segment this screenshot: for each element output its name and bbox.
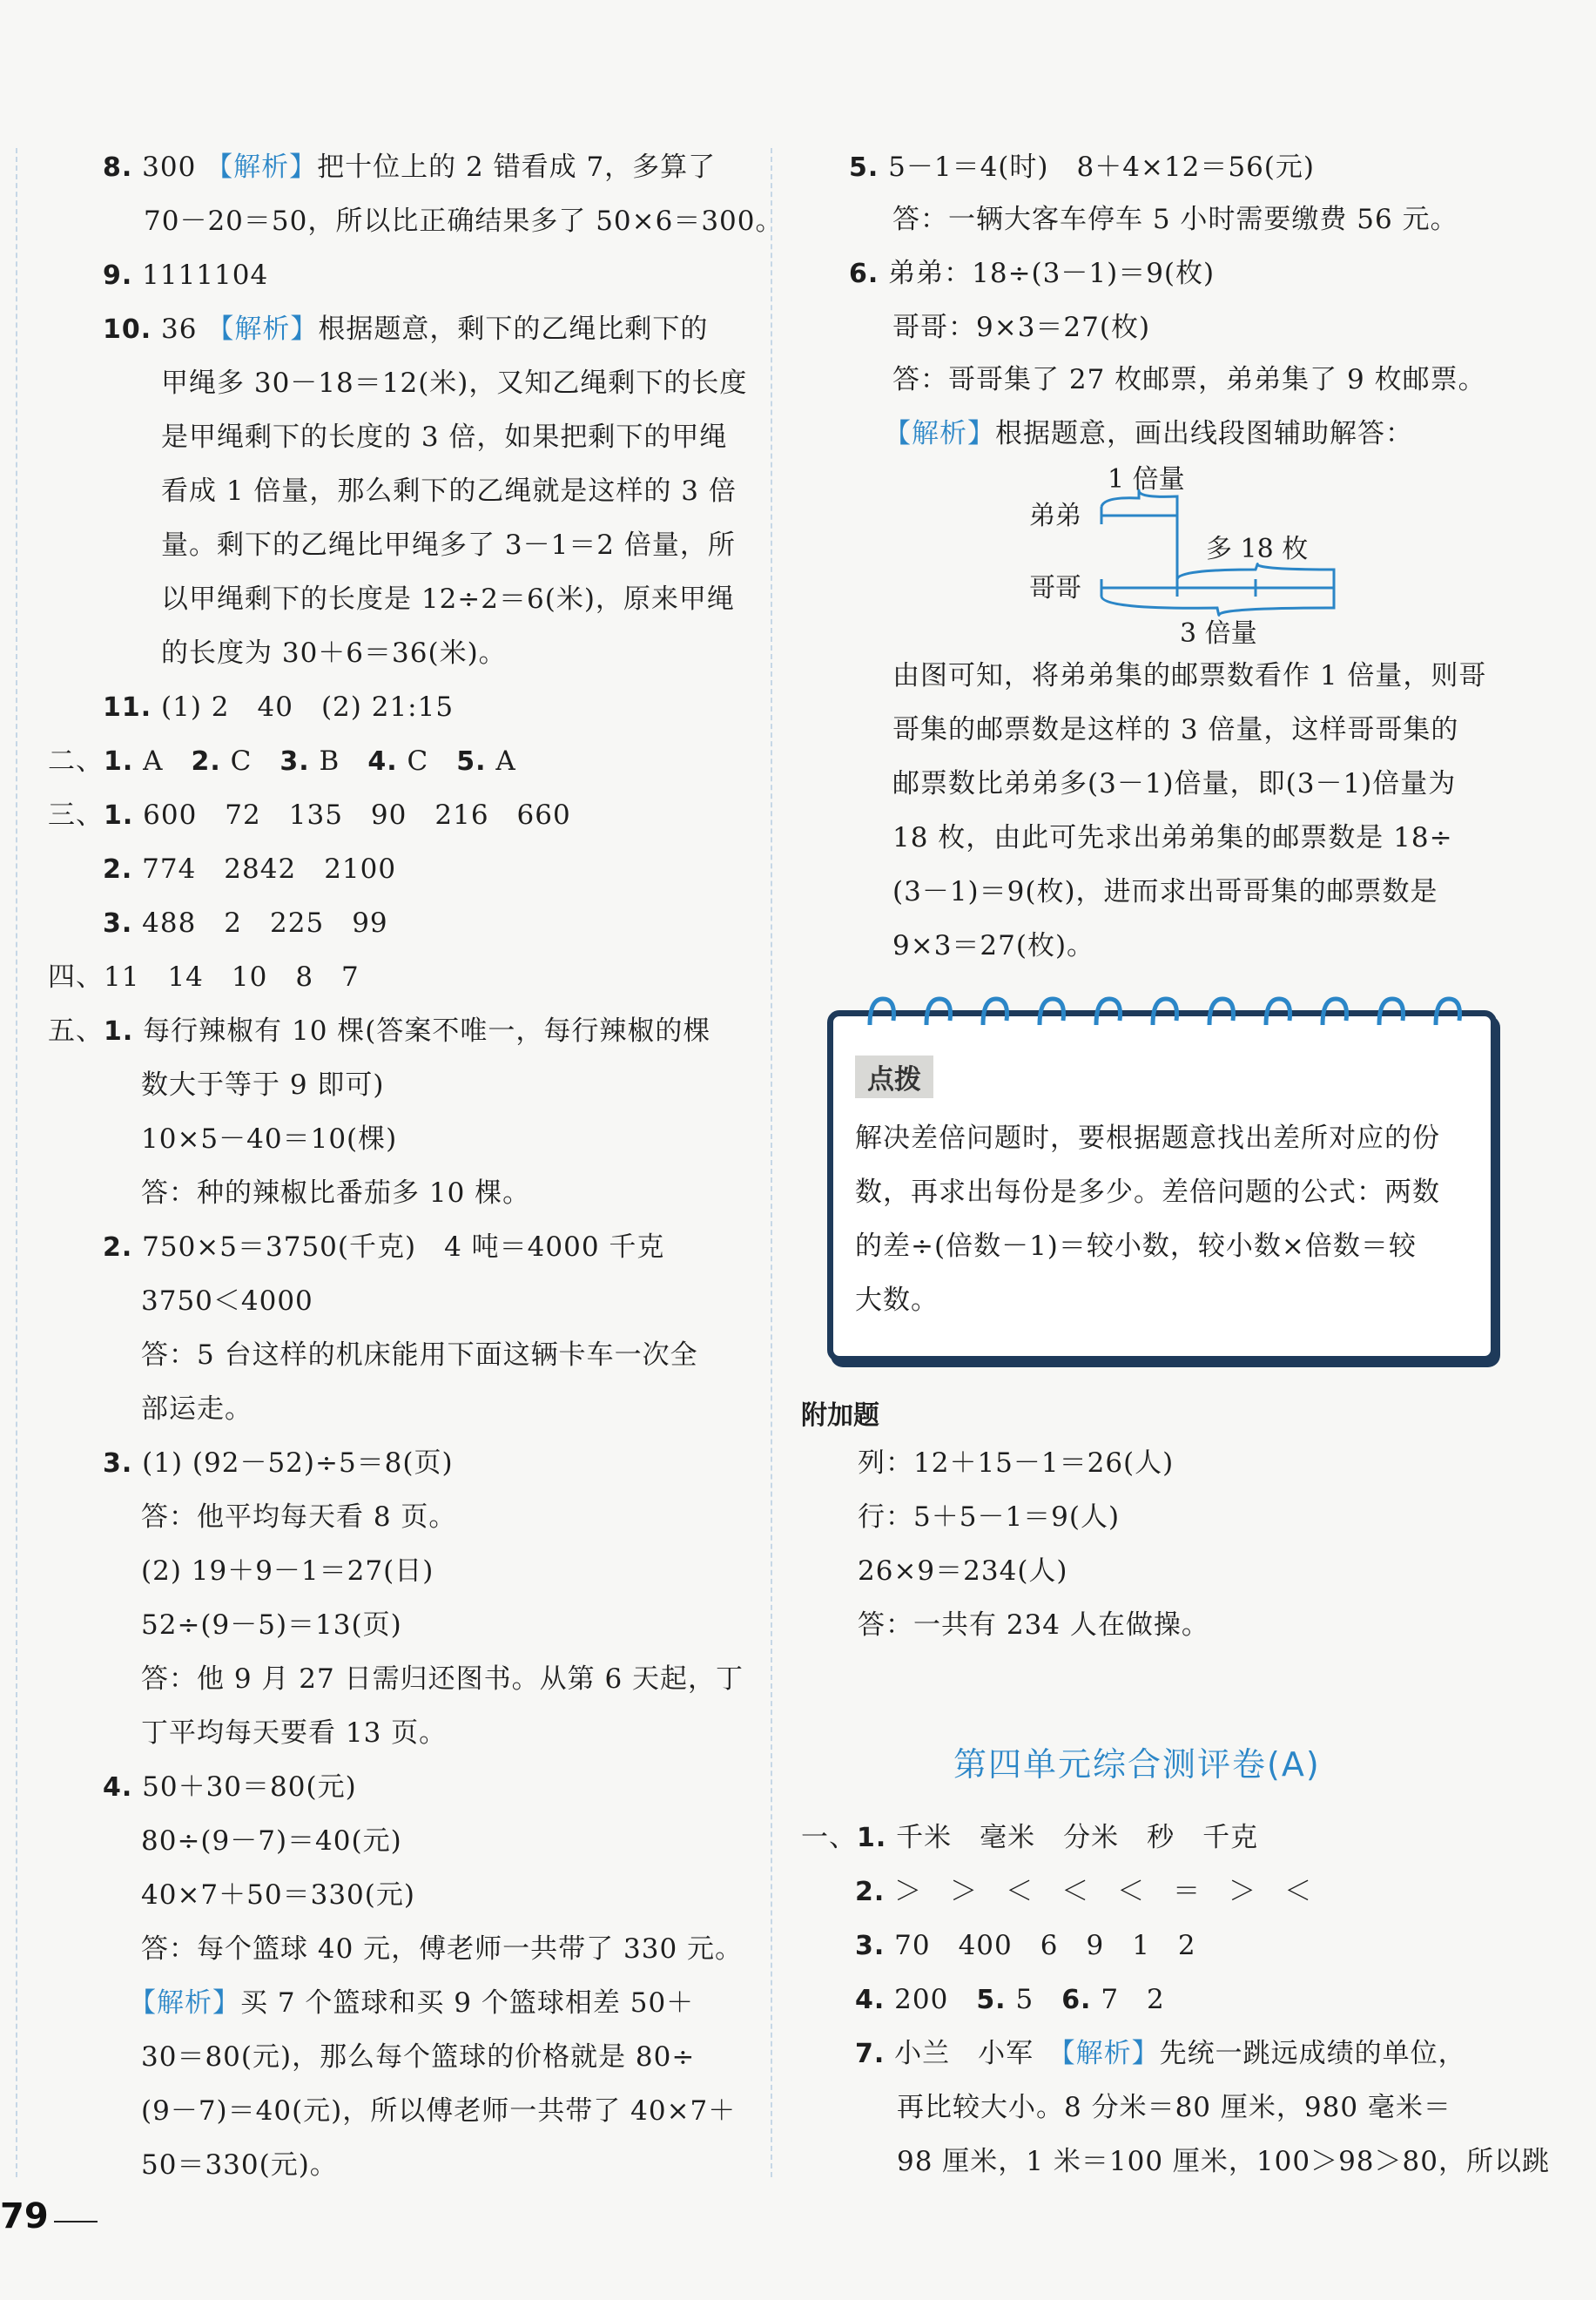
- text-line: 18 枚，由此可先求出弟弟集的邮票数是 18÷: [892, 822, 1453, 853]
- analysis-tag: 【解析】: [884, 418, 995, 449]
- text-line: 70－20＝50，所以比正确结果多了 50×6＝300。: [144, 206, 784, 237]
- text-line: 答：每个篮球 40 元，傅老师一共带了 330 元。: [141, 1933, 744, 1965]
- label-gege: 哥哥: [1029, 573, 1081, 604]
- text-line: (9－7)＝40(元)，所以傅老师一共带了 40×7＋: [141, 2095, 737, 2127]
- text-line: 哥哥：9×3＝27(枚): [892, 312, 1151, 343]
- text-line: 9×3＝27(枚)。: [892, 930, 1095, 961]
- label-didi: 弟弟: [1029, 501, 1081, 531]
- analysis-tag: 【解析】: [1061, 2038, 1160, 2069]
- text-line: 行：5＋5－1＝9(人): [858, 1501, 1121, 1533]
- section-5: 五、1. 每行辣椒有 10 棵(答案不唯一，每行辣椒的棵: [48, 1015, 711, 1047]
- unit-answer-2: 2. ＞ ＞ ＜ ＜ ＜ ＝ ＞ ＜: [855, 1876, 1313, 1907]
- left-margin-divider: [16, 148, 17, 2177]
- text-line: (3－1)＝9(枚)，进而求出哥哥集的邮票数是: [892, 876, 1438, 907]
- spiral-rings-icon: [861, 990, 1471, 1042]
- unit-title: 第四单元综合测评卷(A): [953, 1745, 1321, 1784]
- tip-notebook: [827, 1010, 1497, 1362]
- text-line: 52÷(9－5)＝13(页): [141, 1609, 402, 1641]
- text-line: 甲绳多 30－18＝12(米)，又知乙绳剩下的长度: [161, 368, 748, 399]
- text-line: 答：他 9 月 27 日需归还图书。从第 6 天起，丁: [141, 1663, 744, 1695]
- text-line: 98 厘米，1 米＝100 厘米，100＞98＞80，所以跳: [897, 2146, 1550, 2177]
- text-line: 答：一共有 234 人在做操。: [858, 1609, 1209, 1641]
- label-three-unit: 3 倍量: [1180, 618, 1257, 649]
- page-number-rule: [54, 2221, 98, 2222]
- text-line: (2) 19＋9－1＝27(日): [141, 1555, 434, 1587]
- analysis-tag: 【解析】: [205, 152, 318, 183]
- text-line: 哥集的邮票数是这样的 3 倍量，这样哥哥集的: [892, 714, 1459, 745]
- text-line: 答：5 台这样的机床能用下面这辆卡车一次全: [141, 1339, 698, 1371]
- label-more-18: 多 18 枚: [1206, 534, 1309, 564]
- unit-answer-4: 4. 200 5. 5 6. 7 2: [855, 1984, 1165, 2015]
- text-line: 是甲绳剩下的长度的 3 倍，如果把剩下的甲绳: [161, 422, 728, 453]
- answer-8: 8. 300 【解析】把十位上的 2 错看成 7，多算了: [103, 152, 717, 183]
- section-3: 三、1. 600 72 135 90 216 660: [48, 799, 571, 831]
- text-line: 答：哥哥集了 27 枚邮票，弟弟集了 9 枚邮票。: [892, 364, 1486, 395]
- tip-text: 的差÷(倍数－1)＝较小数，较小数×倍数＝较: [855, 1231, 1417, 1262]
- unit-answer-1: 一、1. 千米 毫米 分米 秒 千克: [801, 1822, 1259, 1853]
- page-number: 79: [0, 2196, 49, 2236]
- text-line: 列：12＋15－1＝26(人): [858, 1447, 1175, 1479]
- text-line: 80÷(9－7)＝40(元): [141, 1825, 402, 1857]
- answer-3-3: 3. 488 2 225 99: [103, 907, 388, 939]
- text-line: 以甲绳剩下的长度是 12÷2＝6(米)，原来甲绳: [161, 583, 735, 615]
- line-segment-diagram: [1027, 462, 1341, 649]
- text-line: 的长度为 30＋6＝36(米)。: [161, 637, 507, 669]
- text-line: 丁平均每天要看 13 页。: [141, 1717, 448, 1749]
- text-line: 看成 1 倍量，那么剩下的乙绳就是这样的 3 倍: [161, 476, 737, 507]
- section-2: 二、1. A 2. C 3. B 4. C 5. A: [48, 745, 516, 777]
- answer-r5: 5. 5－1＝4(时) 8＋4×12＝56(元): [849, 152, 1315, 183]
- text-line: 数大于等于 9 即可): [141, 1069, 385, 1101]
- tip-text: 数，再求出每份是多少。差倍问题的公式：两数: [855, 1177, 1440, 1208]
- analysis-line: 【解析】根据题意，画出线段图辅助解答：: [884, 418, 1413, 449]
- text-line: 3750＜4000: [141, 1285, 313, 1317]
- text-line: 50＝330(元)。: [141, 2149, 338, 2181]
- unit-answer-7: 7. 小兰 小军 【解析】先统一跳远成绩的单位，: [855, 2038, 1466, 2069]
- label-one-unit: 1 倍量: [1108, 464, 1185, 495]
- answer-5-4: 4. 50＋30＝80(元): [103, 1771, 357, 1803]
- text-line: 30＝80(元)，那么每个篮球的价格就是 80÷: [141, 2041, 696, 2073]
- unit-answer-3: 3. 70 400 6 9 1 2: [855, 1930, 1196, 1961]
- analysis-tag: 【解析】: [129, 1987, 240, 2019]
- tip-label: 点拨: [855, 1056, 933, 1098]
- section-4: 四、11 14 10 8 7: [48, 961, 360, 993]
- text-line: 答：种的辣椒比番茄多 10 棵。: [141, 1177, 531, 1209]
- text-line: 再比较大小。8 分米＝80 厘米，980 毫米＝: [897, 2092, 1451, 2123]
- analysis-line: 【解析】买 7 个篮球和买 9 个篮球相差 50＋: [129, 1987, 695, 2019]
- text-line: 答：他平均每天看 8 页。: [141, 1501, 457, 1533]
- answer-10: 10. 36 【解析】根据题意，剩下的乙绳比剩下的: [103, 314, 709, 345]
- answer-11: 11. (1) 2 40 (2) 21:15: [103, 691, 455, 723]
- analysis-tag: 【解析】: [206, 314, 319, 345]
- text-line: 26×9＝234(人): [858, 1555, 1068, 1587]
- answer-5-3: 3. (1) (92－52)÷5＝8(页): [103, 1447, 454, 1479]
- extra-question-title: 附加题: [801, 1400, 879, 1431]
- text-line: 答：一辆大客车停车 5 小时需要缴费 56 元。: [892, 204, 1458, 235]
- text-line: 邮票数比弟弟多(3－1)倍量，即(3－1)倍量为: [892, 768, 1457, 799]
- text-line: 由图可知，将弟弟集的邮票数看作 1 倍量，则哥: [892, 660, 1487, 691]
- three-unit-brace: [1101, 597, 1334, 615]
- text-line: 10×5－40＝10(棵): [141, 1123, 398, 1155]
- tip-text: 解决差倍问题时，要根据题意找出差所对应的份: [855, 1123, 1440, 1154]
- answer-r6: 6. 弟弟：18÷(3－1)＝9(枚): [849, 258, 1216, 289]
- text-line: 部运走。: [141, 1393, 253, 1425]
- tip-text: 大数。: [855, 1285, 939, 1316]
- column-divider: [771, 148, 772, 2177]
- more-brace: [1177, 564, 1334, 579]
- answer-9: 9. 1111104: [103, 260, 269, 291]
- text-line: 40×7＋50＝330(元): [141, 1879, 415, 1911]
- answer-5-2: 2. 750×5＝3750(千克) 4 吨＝4000 千克: [103, 1231, 665, 1263]
- text-line: 量。剩下的乙绳比甲绳多了 3－1＝2 倍量，所: [161, 529, 736, 561]
- answer-3-2: 2. 774 2842 2100: [103, 853, 397, 885]
